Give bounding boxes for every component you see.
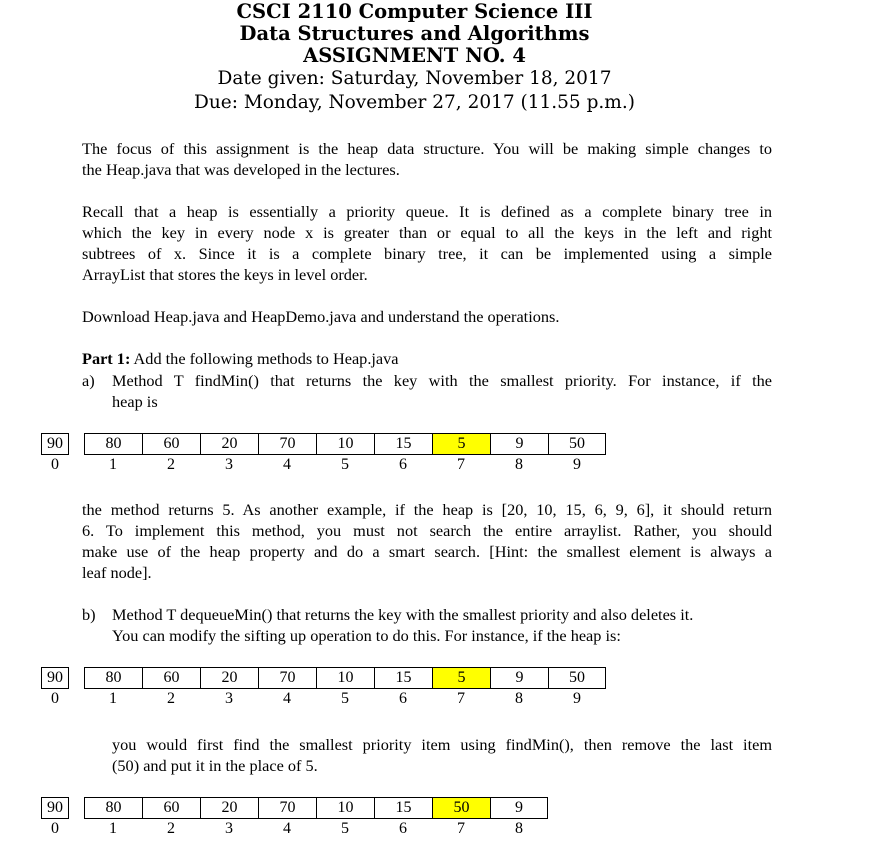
heap-index: 6 — [399, 690, 407, 707]
heap-index: 8 — [515, 690, 523, 707]
heap-index: 9 — [573, 456, 581, 473]
heap-index: 7 — [457, 820, 465, 837]
heap-value: 50 — [548, 433, 606, 455]
heap-cell — [432, 667, 490, 709]
heap-index: 8 — [515, 820, 523, 837]
heap-value: 70 — [258, 797, 316, 819]
item-b-line1: Method T dequeueMin() that returns the key with the smallest priority and also deletes it. — [112, 605, 694, 624]
heap-cell — [316, 797, 374, 839]
intro-p1-line1: The focus of this assignment is the heap data structure. You will be making simple changes to — [82, 139, 772, 158]
heap-value: 9 — [490, 797, 548, 819]
after-b-line1: you would first find the smallest priority item using findMin(), then remove the last item — [112, 735, 772, 754]
heap-cell — [84, 433, 142, 475]
heap-cell — [84, 797, 142, 839]
intro-p3: Download Heap.java and HeapDemo.java and understand the operations. — [82, 307, 560, 326]
date-given: Date given: Saturday, November 18, 2017 — [217, 68, 612, 89]
course-title: CSCI 2110 Computer Science III — [236, 0, 593, 23]
heap-index: 8 — [515, 456, 523, 473]
heap-value: 9 — [490, 667, 548, 689]
heap-cell — [374, 433, 432, 475]
heap-value: 90 — [41, 797, 69, 819]
heap-index: 0 — [51, 456, 59, 473]
heap-index: 6 — [399, 456, 407, 473]
intro-p2-line3: subtrees of x. Since it is a complete binary tree, it can be implemented using a simple — [82, 244, 772, 263]
item-a-line2: heap is — [112, 392, 158, 411]
after-a-line2: 6. To implement this method, you must not search the entire arraylist. Rather, you should — [82, 521, 772, 540]
heap-value: 60 — [142, 797, 200, 819]
heap-value: 60 — [142, 667, 200, 689]
heap-value: 90 — [41, 433, 69, 455]
heap-value: 90 — [41, 667, 69, 689]
course-subtitle: Data Structures and Algorithms — [239, 22, 590, 45]
heap-value: 80 — [84, 433, 142, 455]
heap-cell — [200, 433, 258, 475]
heap-value-highlighted: 5 — [432, 667, 490, 689]
heap-index: 5 — [341, 690, 349, 707]
after-a-line4: leaf node]. — [82, 563, 152, 582]
heap-value: 9 — [490, 433, 548, 455]
heap-index: 1 — [109, 690, 117, 707]
heap-index: 1 — [109, 456, 117, 473]
heap-value: 20 — [200, 797, 258, 819]
heap-value: 60 — [142, 433, 200, 455]
heap-cell — [142, 433, 200, 475]
heap-cell — [490, 797, 548, 839]
heap-index: 0 — [51, 820, 59, 837]
item-b-marker: b) — [82, 605, 96, 624]
heap-value-highlighted: 5 — [432, 433, 490, 455]
heap-cell — [374, 667, 432, 709]
heap-index: 2 — [167, 820, 175, 837]
part1-heading-text: Add the following methods to Heap.java — [130, 349, 399, 368]
after-a-line3: make use of the heap property and do a smart search. [Hint: the smallest element is always a — [82, 542, 772, 561]
heap-cell — [84, 667, 142, 709]
heap-index: 7 — [457, 690, 465, 707]
heap-cell — [41, 433, 69, 475]
heap-index: 3 — [225, 456, 233, 473]
part1-label: Part 1: — [82, 349, 131, 368]
assignment-number: ASSIGNMENT NO. 4 — [303, 44, 526, 67]
heap-cell — [258, 667, 316, 709]
heap-value: 80 — [84, 667, 142, 689]
heap-value: 20 — [200, 667, 258, 689]
part1-heading — [82, 348, 399, 369]
heap-index: 4 — [283, 820, 291, 837]
heap-cell — [432, 797, 490, 839]
heap-value: 10 — [316, 797, 374, 819]
item-b-line2: You can modify the sifting up operation to do this. For instance, if the heap is: — [112, 626, 621, 645]
heap-value: 15 — [374, 797, 432, 819]
item-a-marker: a) — [82, 371, 95, 390]
heap-value: 70 — [258, 433, 316, 455]
heap-value: 15 — [374, 433, 432, 455]
heap-index: 3 — [225, 690, 233, 707]
heap-value: 10 — [316, 667, 374, 689]
heap-cell — [258, 433, 316, 475]
heap-cell — [432, 433, 490, 475]
intro-p2-line2: which the key in every node x is greater than or equal to all the keys in the left and right — [82, 223, 772, 242]
heap-cell — [548, 433, 606, 475]
after-b-line2: (50) and put it in the place of 5. — [112, 756, 318, 775]
heap-value: 10 — [316, 433, 374, 455]
intro-p2-line1: Recall that a heap is essentially a priority queue. It is defined as a complete binary tree in — [82, 202, 772, 221]
heap-index: 4 — [283, 456, 291, 473]
heap-index: 5 — [341, 820, 349, 837]
heap-index: 2 — [167, 690, 175, 707]
heap-index: 2 — [167, 456, 175, 473]
heap-cell — [258, 797, 316, 839]
heap-index: 7 — [457, 456, 465, 473]
heap-cell — [490, 433, 548, 475]
heap-cell — [316, 667, 374, 709]
heap-index: 6 — [399, 820, 407, 837]
intro-p2-line4: ArrayList that stores the keys in level order. — [82, 265, 368, 284]
heap-value: 70 — [258, 667, 316, 689]
heap-index: 5 — [341, 456, 349, 473]
heap-cell — [41, 797, 69, 839]
heap-value: 15 — [374, 667, 432, 689]
after-a-line1: the method returns 5. As another example, if the heap is [20, 10, 15, 6, 9, 6], it should return — [82, 500, 772, 519]
heap-index: 0 — [51, 690, 59, 707]
heap-value: 20 — [200, 433, 258, 455]
heap-cell — [142, 667, 200, 709]
item-a-line1: Method T findMin() that returns the key with the smallest priority. For instance, if the — [112, 371, 772, 390]
heap-index: 9 — [573, 690, 581, 707]
heap-value-highlighted: 50 — [432, 797, 490, 819]
heap-value: 80 — [84, 797, 142, 819]
heap-cell — [41, 667, 69, 709]
heap-cell — [490, 667, 548, 709]
heap-cell — [200, 667, 258, 709]
heap-index: 1 — [109, 820, 117, 837]
heap-cell — [548, 667, 606, 709]
heap-index: 4 — [283, 690, 291, 707]
heap-cell — [374, 797, 432, 839]
heap-index: 3 — [225, 820, 233, 837]
heap-cell — [200, 797, 258, 839]
due-date: Due: Monday, November 27, 2017 (11.55 p.m.) — [194, 92, 635, 113]
heap-cell — [142, 797, 200, 839]
intro-p1-line2: the Heap.java that was developed in the lectures. — [82, 160, 400, 179]
heap-value: 50 — [548, 667, 606, 689]
heap-cell — [316, 433, 374, 475]
